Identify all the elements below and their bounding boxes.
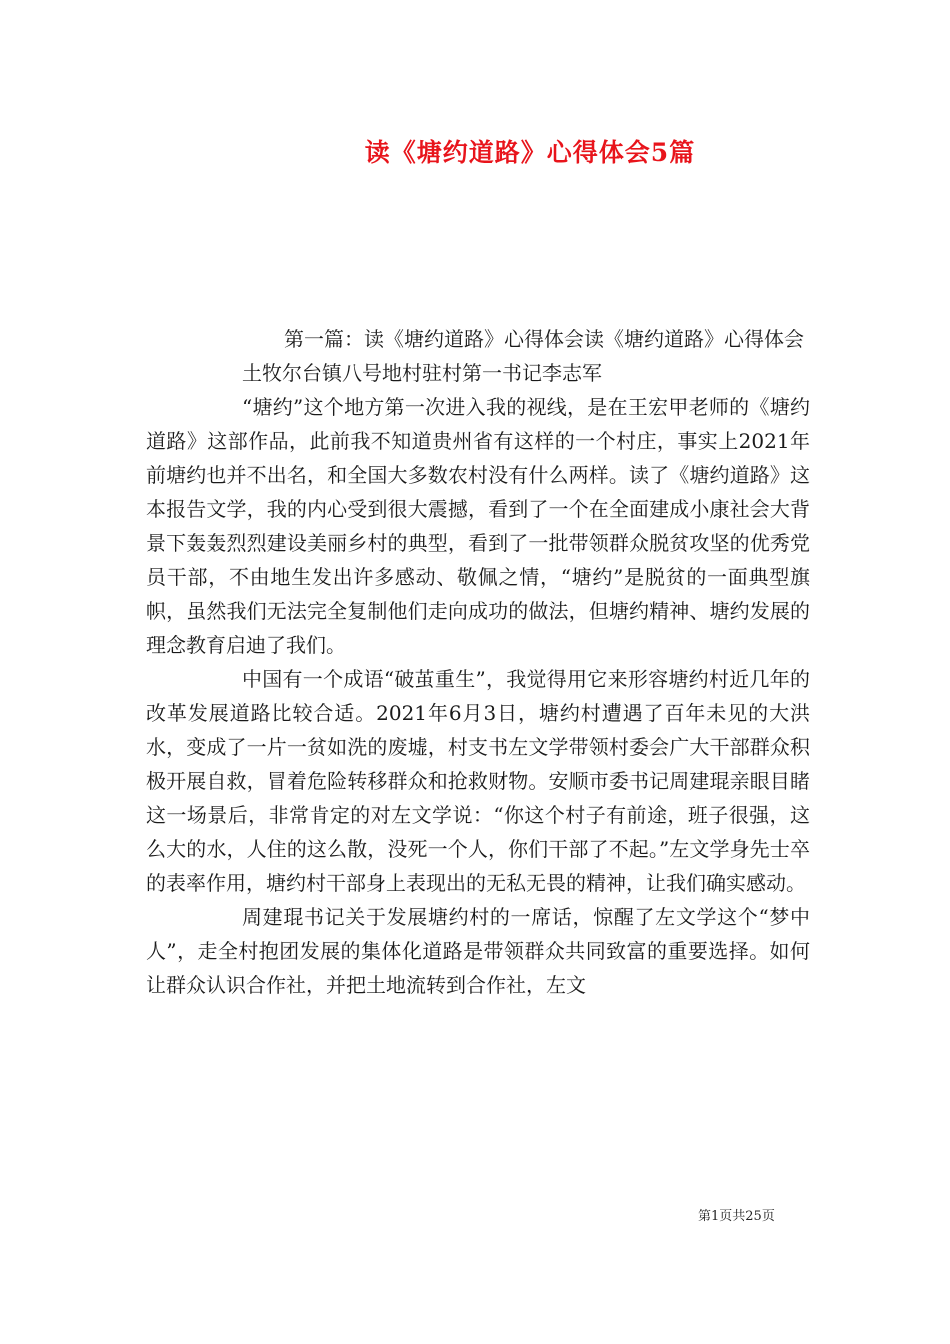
paragraph-body-2: 中国有一个成语“破茧重生”，我觉得用它来形容塘约村近几年的改革发展道路比较合适。2021年6月3日，塘约村遭遇了百年未见的大洪水，变成了一片一贫如洗的废墟，村支书左文学带领村委会广大干部群众积极开展自救，冒着危险转移群众和抢救财物。安顺市委书记周建琨亲眼目睹这一场景后，非常肯定的对左文学说：“你这个村子有前途，班子很强，这么大的水，人住的这么散，没死一个人，你们干部了不起。”左文学身先士卒的表率作用，塘约村干部身上表现出的无私无畏的精神，让我们确实感动。: [146, 667, 810, 895]
document-title: 读《塘约道路》心得体会5篇: [364, 138, 696, 167]
paragraph-body-1: “塘约”这个地方第一次进入我的视线，是在王宏甲老师的《塘约道路》这部作品，此前我不知道贵州省有这样的一个村庄，事实上2021年前塘约也并不出名，和全国大多数农村没有什么两样。读了《塘约道路》这本报告文学，我的内心受到很大震撼，看到了一个在全面建成小康社会大背景下轰轰烈烈建设美丽乡村的典型，看到了一批带领群众脱贫攻坚的优秀党员干部，不由地生发出许多感动、敬佩之情，“塘约”是脱贫的一面典型旗帜，虽然我们无法完全复制他们走向成功的做法，但塘约精神、塘约发展的理念教育启迪了我们。: [146, 395, 810, 657]
paragraph-author: 土牧尔台镇八号地村驻村第一书记李志军: [242, 361, 602, 385]
paragraph-body-3: 周建琨书记关于发展塘约村的一席话，惊醒了左文学这个“梦中人”，走全村抱团发展的集体化道路是带领群众共同致富的重要选择。如何让群众认识合作社，并把土地流转到合作社，左文: [146, 905, 810, 997]
page-number-footer: 第1页共25页: [698, 1209, 775, 1224]
document-body: [146, 322, 810, 1002]
paragraph-heading: 第一篇：读《塘约道路》心得体会读《塘约道路》心得体会: [284, 327, 804, 351]
